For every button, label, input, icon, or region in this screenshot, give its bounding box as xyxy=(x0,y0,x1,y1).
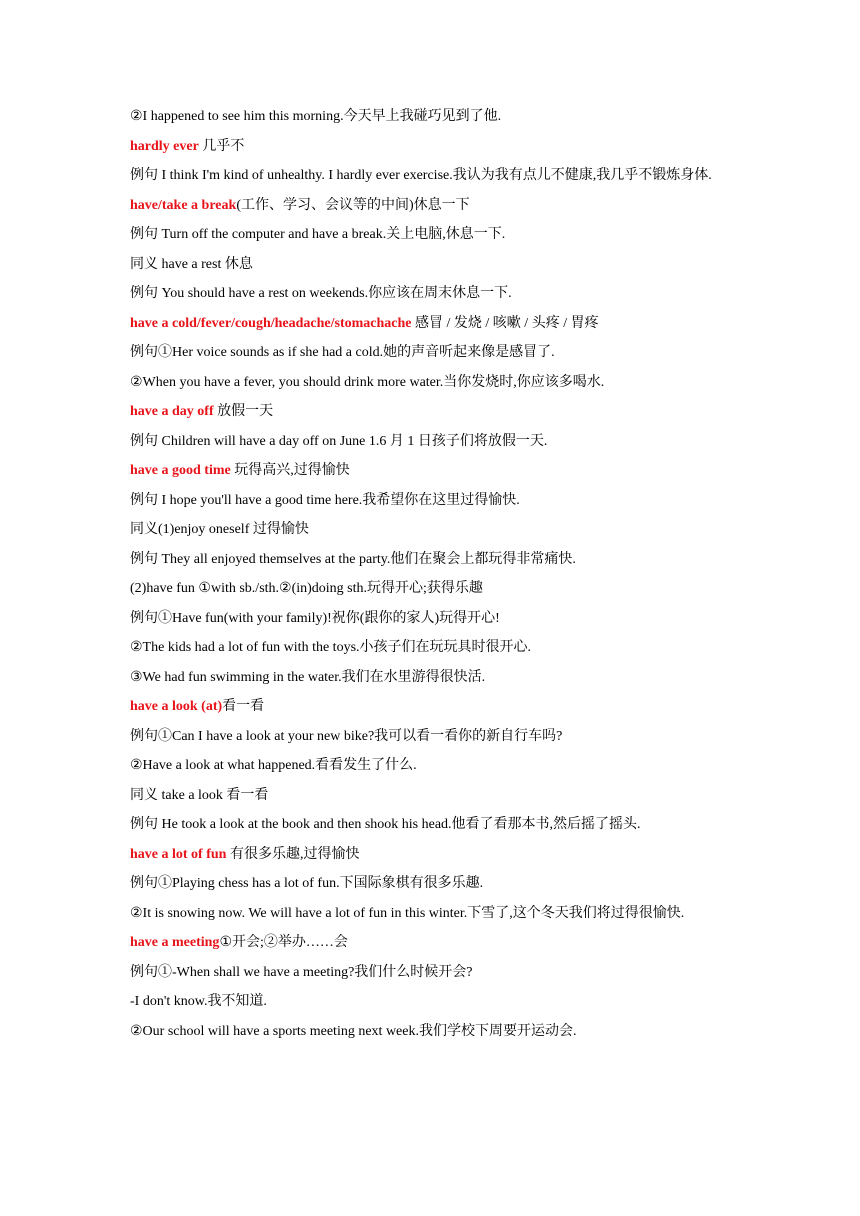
line-text: 例句 Turn off the computer and have a break.关上电脑,休息一下. xyxy=(130,227,506,242)
text-line xyxy=(130,869,740,899)
line-text: ②It is snowing now. We will have a lot of fun in this winter.下雪了,这个冬天我们将过得很愉快. xyxy=(130,905,685,921)
line-text: (2)have fun ①with sb./sth.②(in)doing sth.玩得开心;获得乐趣 xyxy=(130,581,483,596)
entry-heading xyxy=(130,309,740,339)
line-text: 例句①Her voice sounds as if she had a cold.她的声音听起来像是感冒了. xyxy=(130,345,555,360)
entry-heading xyxy=(130,456,740,486)
entry-heading xyxy=(130,840,740,870)
line-text: 有很多乐趣,过得愉快 xyxy=(226,846,360,862)
line-text: 例句 Children will have a day off on June 1.6 月 1 日孩子们将放假一天. xyxy=(130,433,548,449)
line-text: 玩得高兴,过得愉快 xyxy=(230,463,350,478)
text-line xyxy=(130,781,740,811)
text-line xyxy=(130,751,740,781)
text-line xyxy=(130,663,740,693)
phrase-keyword: have a meeting xyxy=(130,935,220,950)
text-line xyxy=(130,279,740,309)
line-text: 放假一天 xyxy=(213,404,274,419)
entry-heading xyxy=(130,191,740,221)
text-line xyxy=(130,810,740,840)
text-line xyxy=(130,161,740,191)
text-line xyxy=(130,102,740,132)
line-text: 例句①-When shall we have a meeting?我们什么时候开会? xyxy=(130,964,473,980)
line-text: 同义(1)enjoy oneself 过得愉快 xyxy=(130,522,309,537)
line-text: ②The kids had a lot of fun with the toys.小孩子们在玩玩具时很开心. xyxy=(130,640,532,655)
line-text: ①开会;②举办……会 xyxy=(219,935,348,950)
entry-heading xyxy=(130,132,740,162)
line-text: 例句 You should have a rest on weekends.你应该在周末休息一下. xyxy=(130,286,512,301)
line-text: 例句 I think I'm kind of unhealthy. I hardly ever exercise.我认为我有点儿不健康,我几乎不锻炼身体. xyxy=(130,168,712,183)
text-line xyxy=(130,722,740,752)
text-line xyxy=(130,574,740,604)
line-text: 例句①Have fun(with your family)!祝你(跟你的家人)玩得开心! xyxy=(130,610,500,626)
line-text: (工作、学习、会议等的中间)休息一下 xyxy=(236,197,470,213)
phrase-keyword: have a look (at) xyxy=(130,699,223,714)
phrase-keyword: hardly ever xyxy=(130,138,199,154)
line-text: 同义 have a rest 休息 xyxy=(130,256,253,272)
text-line xyxy=(130,427,740,457)
line-text: ③We had fun swimming in the water.我们在水里游得很快活. xyxy=(130,669,486,685)
text-line xyxy=(130,1017,740,1047)
line-text: -I don't know.我不知道. xyxy=(130,994,267,1009)
line-text: 例句①Can I have a look at your new bike?我可以看一看你的新自行车吗? xyxy=(130,728,563,744)
line-text: 感冒 / 发烧 / 咳嗽 / 头疼 / 胃疼 xyxy=(411,315,599,331)
entry-heading xyxy=(130,692,740,722)
line-text: 同义 take a look 看一看 xyxy=(130,787,269,803)
text-line xyxy=(130,368,740,398)
line-text: 看一看 xyxy=(222,699,265,714)
text-line xyxy=(130,899,740,929)
line-text: 例句 He took a look at the book and then shook his head.他看了看那本书,然后摇了摇头. xyxy=(130,817,641,832)
text-line xyxy=(130,633,740,663)
phrase-keyword: have a day off xyxy=(130,404,214,419)
line-text: 例句 I hope you'll have a good time here.我希望你在这里过得愉快. xyxy=(130,492,520,508)
text-line xyxy=(130,515,740,545)
document-page xyxy=(130,102,740,1046)
phrase-keyword: have/take a break xyxy=(130,197,237,213)
text-line xyxy=(130,545,740,575)
line-text: 例句 They all enjoyed themselves at the party.他们在聚会上都玩得非常痛快. xyxy=(130,551,576,567)
line-text: 例句①Playing chess has a lot of fun.下国际象棋有很多乐趣. xyxy=(130,876,484,891)
line-text: ②Our school will have a sports meeting next week.我们学校下周要开运动会. xyxy=(130,1023,577,1039)
line-text: ②When you have a fever, you should drink more water.当你发烧时,你应该多喝水. xyxy=(130,374,605,390)
line-text: ②Have a look at what happened.看看发生了什么. xyxy=(130,758,417,773)
text-line xyxy=(130,604,740,634)
line-text: 几乎不 xyxy=(198,138,245,154)
text-line xyxy=(130,958,740,988)
text-line xyxy=(130,338,740,368)
text-line xyxy=(130,486,740,516)
entry-heading xyxy=(130,928,740,958)
line-text: ②I happened to see him this morning.今天早上我碰巧见到了他. xyxy=(130,109,502,124)
text-line xyxy=(130,250,740,280)
text-line xyxy=(130,987,740,1017)
entry-heading xyxy=(130,397,740,427)
phrase-keyword: have a cold/fever/cough/headache/stomachache xyxy=(130,315,412,331)
text-line xyxy=(130,220,740,250)
phrase-keyword: have a good time xyxy=(130,463,231,478)
phrase-keyword: have a lot of fun xyxy=(130,846,227,862)
